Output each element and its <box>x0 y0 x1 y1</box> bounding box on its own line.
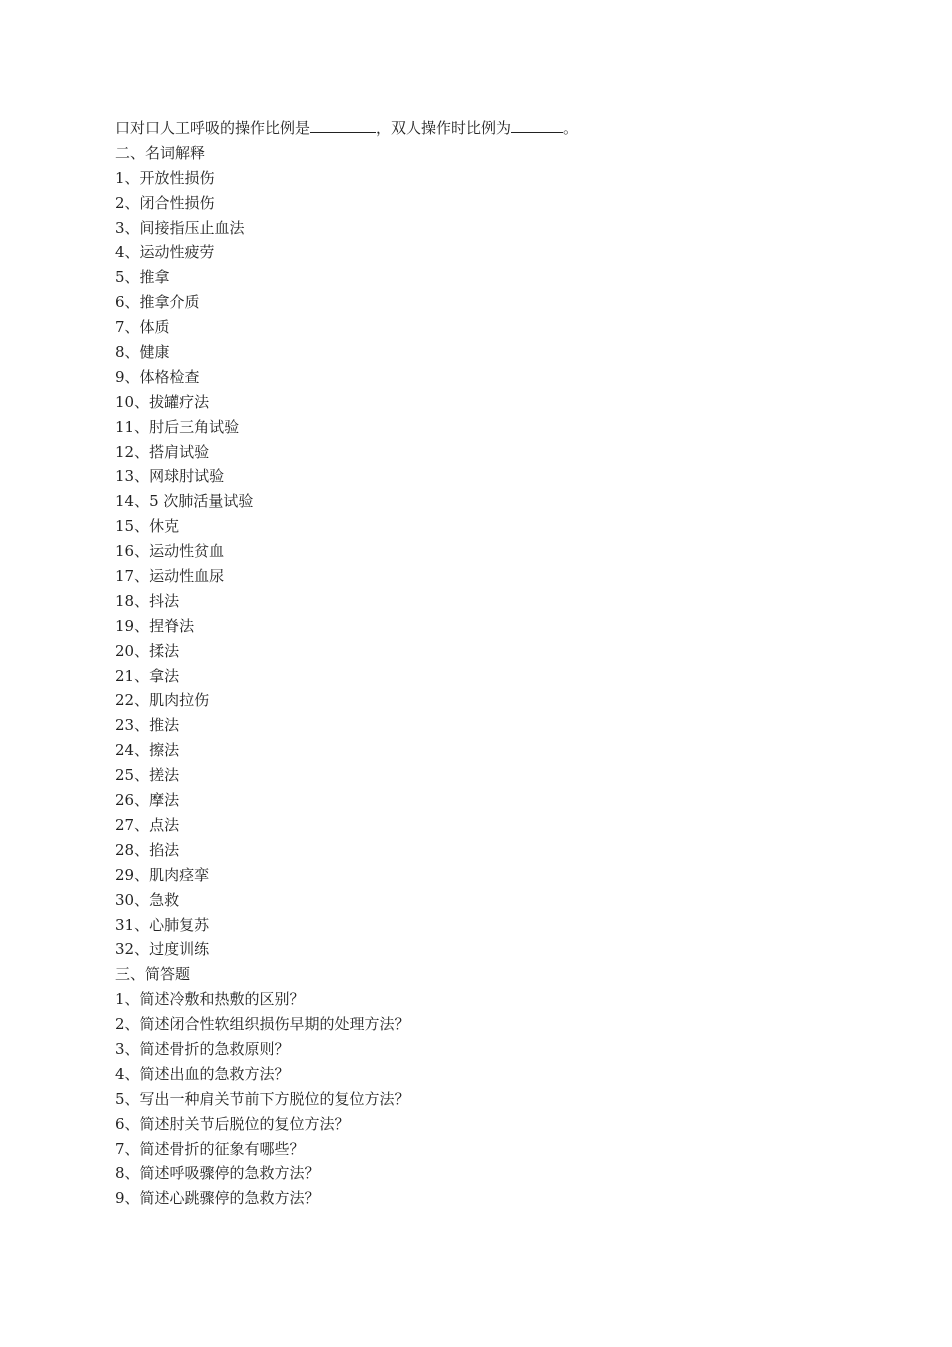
term-item: 29、肌肉痉挛 <box>115 865 210 884</box>
document-content <box>115 116 875 1211</box>
question-item: 7、简述骨折的征象有哪些？ <box>115 1139 305 1158</box>
question-item: 1、简述冷敷和热敷的区别？ <box>115 990 305 1009</box>
term-item: 31、心肺复苏 <box>115 915 210 934</box>
term-item: 2、闭合性损伤 <box>115 193 215 212</box>
term-item: 30、急救 <box>115 890 180 909</box>
term-item: 19、捏脊法 <box>115 616 195 635</box>
term-item: 16、运动性贫血 <box>115 542 225 561</box>
term-item: 11、肘后三角试验 <box>115 417 240 436</box>
intro-text-3: 。 <box>563 119 579 137</box>
section-heading-terms: 二、名词解释 <box>115 143 206 162</box>
term-item: 32、过度训练 <box>115 940 210 959</box>
question-item: 5、写出一种肩关节前下方脱位的复位方法？ <box>115 1089 410 1108</box>
questions-list <box>115 987 875 1211</box>
question-item: 9、简述心跳骤停的急救方法？ <box>115 1189 320 1208</box>
intro-text-2: ，双人操作时比例为 <box>376 119 512 137</box>
term-item: 26、摩法 <box>115 791 180 810</box>
term-item: 17、运动性血尿 <box>115 567 225 586</box>
terms-list <box>115 166 875 963</box>
question-item: 2、简述闭合性软组织损伤早期的处理方法？ <box>115 1015 410 1034</box>
answer-blank-2 <box>511 117 563 133</box>
term-item: 21、拿法 <box>115 666 180 685</box>
term-item: 23、推法 <box>115 716 180 735</box>
answer-blank-1 <box>310 117 376 133</box>
question-item: 8、简述呼吸骤停的急救方法？ <box>115 1164 320 1183</box>
term-item: 18、抖法 <box>115 591 180 610</box>
section-heading-questions: 三、简答题 <box>115 965 191 984</box>
term-item: 3、间接指压止血法 <box>115 218 245 237</box>
intro-line <box>115 116 875 141</box>
question-item: 3、简述骨折的急救原则？ <box>115 1039 290 1058</box>
term-item: 14、5 次肺活量试验 <box>115 492 254 511</box>
term-item: 6、推拿介质 <box>115 293 200 312</box>
term-item: 12、搭肩试验 <box>115 442 210 461</box>
term-item: 7、体质 <box>115 318 170 337</box>
term-item: 4、运动性疲劳 <box>115 243 215 262</box>
term-item: 22、肌肉拉伤 <box>115 691 210 710</box>
term-item: 10、拔罐疗法 <box>115 392 210 411</box>
question-item: 6、简述肘关节后脱位的复位方法？ <box>115 1114 350 1133</box>
term-item: 24、擦法 <box>115 741 180 760</box>
term-item: 1、开放性损伤 <box>115 168 215 187</box>
term-item: 5、推拿 <box>115 268 170 287</box>
term-item: 20、揉法 <box>115 641 180 660</box>
question-item: 4、简述出血的急救方法？ <box>115 1064 290 1083</box>
term-item: 28、掐法 <box>115 840 180 859</box>
term-item: 9、体格检查 <box>115 367 200 386</box>
term-item: 27、点法 <box>115 815 180 834</box>
term-item: 25、搓法 <box>115 766 180 785</box>
term-item: 8、健康 <box>115 343 170 362</box>
intro-text-1: 口对口人工呼吸的操作比例是 <box>115 119 311 137</box>
term-item: 15、休克 <box>115 517 180 536</box>
term-item: 13、网球肘试验 <box>115 467 225 486</box>
